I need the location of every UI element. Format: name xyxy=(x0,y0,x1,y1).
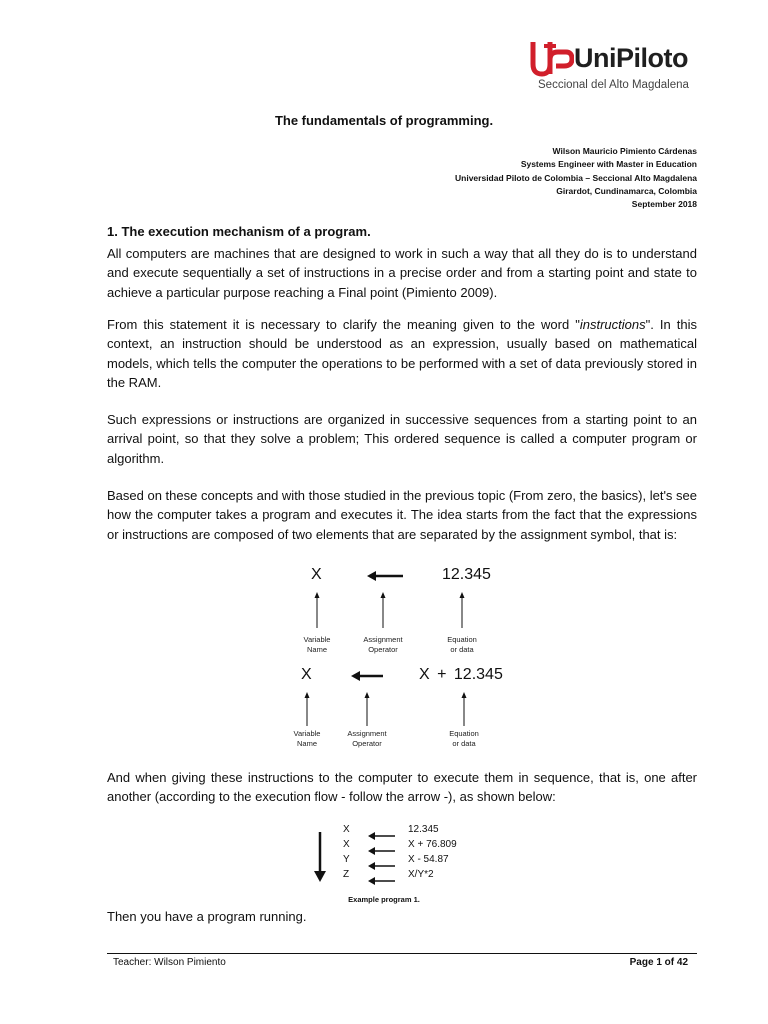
paragraph-5: And when giving these instructions to the computer to execute them in sequence, that is, one after another (according to the execution flow - follow the arrow -), as shown below: xyxy=(107,770,697,805)
row2-expression: X + 12.345 xyxy=(419,666,503,683)
row1-variable: X xyxy=(311,566,322,583)
unipiloto-logo xyxy=(530,40,690,96)
program-line-1-variable: X xyxy=(343,824,350,835)
unipiloto-logo-icon xyxy=(530,40,574,78)
author-role: Systems Engineer with Master in Education xyxy=(520,159,697,170)
paragraph-2-start: From this statement it is necessary to clarify the meaning given to the word " xyxy=(107,317,580,332)
paragraph-1: All computers are machines that are designed to work in such a way that all they do is to understand and execute sequentially a set of instructions in a precise order and from a starting point and state to achieve a particular purpose reaching a Final point (Pimiento 2009). xyxy=(107,246,697,300)
row2-operator-label: Assignment Operator xyxy=(347,729,387,748)
program-line-4-variable: Z xyxy=(343,869,350,880)
row1-expression: 12.345 xyxy=(442,566,491,583)
author-block xyxy=(455,145,697,211)
section-heading: 1. The execution mechanism of a program. xyxy=(107,224,371,239)
program-line-2-variable: X xyxy=(343,839,350,850)
diagram-arrows xyxy=(287,560,515,752)
program-line-2-expression: X + 76.809 xyxy=(408,839,457,850)
footer-teacher: Teacher: Wilson Pimiento xyxy=(113,957,226,968)
footer-divider xyxy=(107,953,697,954)
row2-variable: X xyxy=(301,666,312,683)
paragraph-2-emphasis: instructions xyxy=(579,317,646,332)
paragraph-3: Such expressions or instructions are organized in successive sequences from a starting point to an arrival point, so that they solve a problem; This ordered sequence is called a computer program or algorithm. xyxy=(107,412,697,466)
author-name: Wilson Mauricio Pimiento Cárdenas xyxy=(552,146,697,156)
paragraph-2-end: ". In this context, an instruction should be understood as an expression, usually based on mathematical models, which tells the computer the operations to be performed with a set of data previously stored in the RAM. xyxy=(107,317,698,390)
program-line-1-expression: 12.345 xyxy=(408,824,439,835)
paragraph-2 xyxy=(107,315,697,392)
program-line-3-variable: Y xyxy=(343,854,350,865)
row2-equation-label: Equation or data xyxy=(449,729,479,748)
paragraph-4: Based on these concepts and with those studied in the previous topic (From zero, the basics), let's see how the computer takes a program and executes it. The idea starts from the fact that the expressions or instructions are composed of two elements that are separated by the assignment symbol, that is: xyxy=(107,488,697,542)
program-caption: Example program 1. xyxy=(348,895,420,904)
footer-page-number: Page 1 of 42 xyxy=(629,957,688,968)
example-program xyxy=(305,822,485,902)
paragraph-6: Then you have a program running. xyxy=(107,909,307,924)
row1-variable-label: Variable Name xyxy=(303,635,331,654)
row1-equation-label: Equation or data xyxy=(447,635,477,654)
program-line-3-expression: X - 54.87 xyxy=(408,854,449,865)
logo-subtitle: Seccional del Alto Magdalena xyxy=(538,79,689,91)
document-title: The fundamentals of programming. xyxy=(274,113,494,128)
assignment-diagram xyxy=(287,560,515,752)
author-date: September 2018 xyxy=(631,199,697,210)
author-location: Girardot, Cundinamarca, Colombia xyxy=(556,185,697,196)
row1-operator-label: Assignment Operator xyxy=(363,635,403,654)
program-arrows xyxy=(305,822,485,892)
program-line-4-expression: X/Y*2 xyxy=(408,869,434,880)
logo-wordmark: UniPiloto xyxy=(574,43,688,73)
author-institution: Universidad Piloto de Colombia – Seccional Alto Magdalena xyxy=(455,172,697,183)
row2-variable-label: Variable Name xyxy=(293,729,321,748)
